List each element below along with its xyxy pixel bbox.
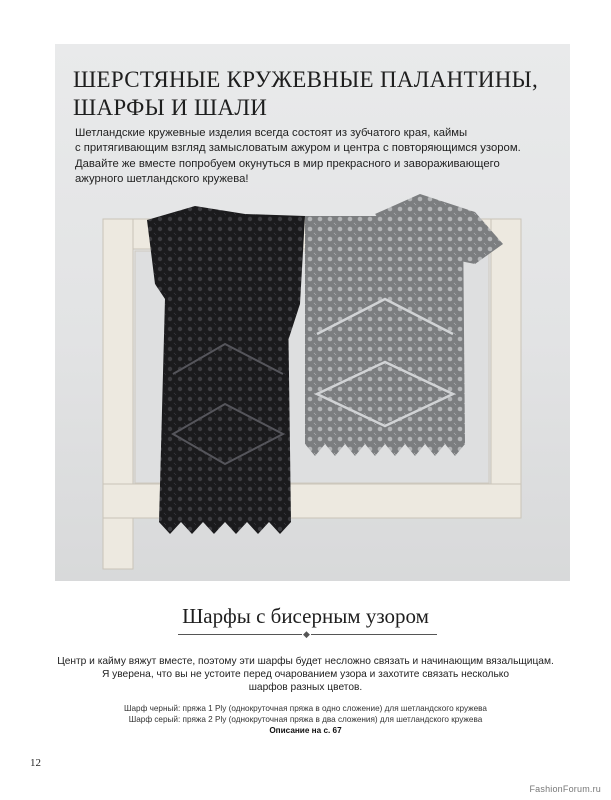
- body-line: Я уверена, что вы не устоите перед очарованием узора и захотите связать несколько: [101, 669, 510, 680]
- intro-line: ажурного шетландского кружева!: [75, 172, 249, 185]
- diamond-ornament-icon: ◆: [303, 629, 310, 639]
- hero-photo: [55, 44, 570, 581]
- intro-line: с притягивающим взгляд замысловатым ажуром и центра с повторяющимся узором.: [75, 142, 521, 155]
- black-lace-scarf: [147, 206, 305, 534]
- body-line: шарфов разных цветов.: [248, 682, 363, 693]
- spec-grey-scarf: Шарф серый: пряжа 2 Ply (однокруточная пряжа в два сложения) для шетландского кружева: [128, 715, 483, 724]
- watermark: FashionForum.ru: [529, 784, 601, 794]
- article-headline: [73, 66, 543, 122]
- headline-line: ШЕРСТЯНЫЕ КРУЖЕВНЫЕ ПАЛАНТИНЫ,: [73, 67, 539, 92]
- headline-line: ШАРФЫ И ШАЛИ: [73, 95, 268, 120]
- section-title: Шарфы с бисерным узором: [182, 604, 429, 628]
- intro-line: Давайте же вместе попробуем окунуться в мир прекрасного и завораживающего: [75, 157, 500, 170]
- body-line: Центр и кайму вяжут вместе, поэтому эти шарфы будет несложно связать и начинающим вязальщицам.: [57, 656, 554, 667]
- section-body: [0, 655, 611, 694]
- yarn-specs: [0, 703, 611, 736]
- scarves-on-frame-illustration: [55, 44, 570, 581]
- pattern-reference: Описание на с. 67: [269, 726, 342, 735]
- intro-paragraph: [75, 126, 545, 187]
- page-number: 12: [30, 757, 41, 769]
- intro-line: Шетландские кружевные изделия всегда состоят из зубчатого края, каймы: [75, 127, 468, 139]
- spec-black-scarf: Шарф черный: пряжа 1 Ply (однокруточная пряжа в одно сложение) для шетландского кружева: [123, 704, 487, 713]
